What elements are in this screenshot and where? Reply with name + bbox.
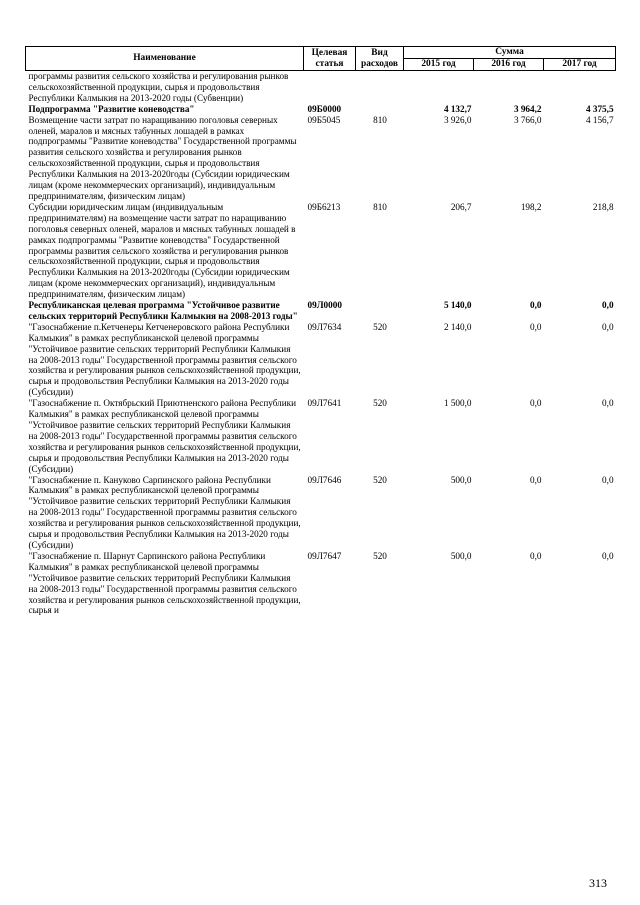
row-expense-type: 520: [373, 398, 387, 409]
row-name: Возмещение части затрат по наращиванию поголовья северных оленей, маралов и мясных табунных лошадей в рамках подпрограммы "Развитие коневодства" Государственной программы развития сельского хозяйства и регулирования рынков сельскохозяйственной продукции, сырья и продовольствия Республики Калмыкия на 2013-2020годы (Субсидии юридическим лицам (кроме некоммерческих организаций), индивидуальным предпринимателям, физическим лицам): [28, 114, 297, 201]
row-sum-2017: 0,0: [602, 321, 614, 332]
table-header: [26, 47, 616, 71]
row-sum-2015: 5 140,0: [443, 300, 472, 311]
page-number: 313: [589, 876, 607, 890]
row-sum-2017: 0,0: [602, 550, 614, 561]
row-target-article: 09Л0000: [307, 300, 342, 311]
row-sum-2017: 0,0: [602, 398, 614, 409]
row-name: Республиканская целевая программа "Устойчивое развитие сельских территорий Республики Калмыкия на 2008-2013 годы": [28, 300, 298, 321]
table-row: [26, 300, 616, 322]
row-target-article: 09Б6213: [307, 201, 341, 212]
budget-table: [25, 46, 616, 616]
row-sum-2015: 500,0: [450, 550, 472, 561]
row-sum-2017: 218,8: [592, 201, 614, 212]
table-row: [26, 322, 616, 398]
row-sum-2015: 206,7: [450, 201, 472, 212]
row-name: "Газоснабжение п. Шарнут Сарпинского района Республики Калмыкия" в рамках республиканской целевой программы "Устойчивое развитие сельских территорий Республики Калмыкия на 2008-2013 годы" Государственной программы развития сельского хозяйства и регулирования рынков сельскохозяйственной продукции, сырья и: [28, 550, 301, 616]
row-target-article: 09Л7646: [307, 474, 342, 485]
table-row: [26, 398, 616, 474]
row-name: "Газоснабжение п. Кануково Сарпинского района Республики Калмыкия" в рамках республиканской целевой программы "Устойчивое развитие сельских территорий Республики Калмыкия на 2008-2013 годы" Государственной программы развития сельского хозяйства и регулирования рынков сельскохозяйственной продукции, сырья и продовольствия Республики Калмыкия на 2013-2020 годы (Субсидии): [28, 474, 301, 550]
row-target-article: 09Б0000: [307, 103, 342, 114]
row-name: "Газоснабжение п. Октябрьский Приютненского района Республики Калмыкия" в рамках республиканской целевой программы "Устойчивое развитие сельских территорий Республики Калмыкия на 2008-2013 годы" Государственной программы развития сельского хозяйства и регулирования рынков сельскохозяйственной продукции, сырья и продовольствия Республики Калмыкия на 2013-2020 годы (Субсидии): [28, 398, 301, 474]
header-year-2016: 2016 год: [474, 59, 544, 71]
table-row: [26, 115, 616, 202]
row-sum-2017: 0,0: [602, 300, 614, 311]
row-expense-type: 520: [373, 474, 387, 485]
header-year-2017: 2017 год: [544, 59, 616, 71]
row-expense-type: [356, 300, 404, 322]
row-expense-type: [356, 104, 404, 115]
header-year-2015: 2015 год: [404, 59, 474, 71]
header-sum: Сумма: [404, 47, 616, 59]
row-sum-2017: [544, 71, 616, 104]
row-target-article: 09Л7634: [307, 321, 342, 332]
table-row: [26, 551, 616, 616]
row-sum-2015: 500,0: [450, 474, 472, 485]
row-sum-2016: 0,0: [530, 474, 542, 485]
row-name: Подпрограмма "Развитие коневодства": [28, 103, 195, 114]
row-expense-type: 810: [373, 114, 387, 125]
row-name: Субсидии юридическим лицам (индивидуальным предпринимателям) на возмещение части затрат по наращиванию поголовья северных оленей, маралов и мясных табунных лошадей в рамках подпрограммы "Развитие коневодства" Государственной программы развития сельского хозяйства и регулирования рынков сельскохозяйственной продукции, сырья и продовольствия Республики Калмыкия на 2013-2020годы (Субсидии юридическим лицам (кроме некоммерческих организаций), индивидуальным предпринимателям, физическим лицам): [28, 201, 296, 300]
row-sum-2016: 198,2: [520, 201, 542, 212]
row-sum-2015: 1 500,0: [443, 398, 472, 409]
row-target-article: 09Л7641: [307, 398, 342, 409]
row-sum-2017: 4 156,7: [585, 114, 614, 125]
row-sum-2015: [404, 71, 474, 104]
header-name: Наименование: [26, 47, 304, 71]
table-row: [26, 202, 616, 300]
row-sum-2015: 2 140,0: [443, 321, 472, 332]
table-body: [26, 71, 616, 617]
row-expense-type: 810: [373, 201, 387, 212]
row-sum-2016: 0,0: [530, 300, 542, 311]
row-target-article: [304, 71, 356, 104]
table-row: [26, 475, 616, 551]
row-sum-2016: 0,0: [530, 398, 542, 409]
row-sum-2016: 3 964,2: [513, 103, 542, 114]
row-sum-2015: 3 926,0: [443, 114, 472, 125]
row-name: программы развития сельского хозяйства и регулирования рынков сельскохозяйственной продукции, сырья и продовольствия Республики Калмыкия на 2013-2020 годы (Субвенции): [28, 71, 289, 103]
header-target-article: Целевая статья: [304, 47, 356, 71]
row-sum-2017: 4 375,5: [585, 103, 614, 114]
row-expense-type: [356, 71, 404, 104]
row-sum-2017: 0,0: [602, 474, 614, 485]
document-page: [25, 46, 615, 616]
table-row: [26, 104, 616, 115]
row-sum-2016: 0,0: [530, 321, 542, 332]
table-row: [26, 71, 616, 104]
row-target-article: 09Л7647: [307, 550, 342, 561]
row-target-article: 09Б5045: [307, 114, 341, 125]
row-sum-2016: 3 766,0: [513, 114, 542, 125]
row-expense-type: 520: [373, 321, 387, 332]
row-sum-2016: [474, 71, 544, 104]
row-name: "Газоснабжение п.Кетченеры Кетченеровского района Республики Калмыкия" в рамках республиканской целевой программы "Устойчивое развитие сельских территорий Республики Калмыкия на 2008-2013 годы" Государственной программы развития сельского хозяйства и регулирования рынков сельскохозяйственной продукции, сырья и продовольствия Республики Калмыкия на 2013-2020 годы (Субсидии): [28, 321, 301, 398]
row-sum-2016: 0,0: [530, 550, 542, 561]
header-expense-type: Вид расходов: [356, 47, 404, 71]
row-expense-type: 520: [373, 550, 387, 561]
row-sum-2015: 4 132,7: [443, 103, 472, 114]
